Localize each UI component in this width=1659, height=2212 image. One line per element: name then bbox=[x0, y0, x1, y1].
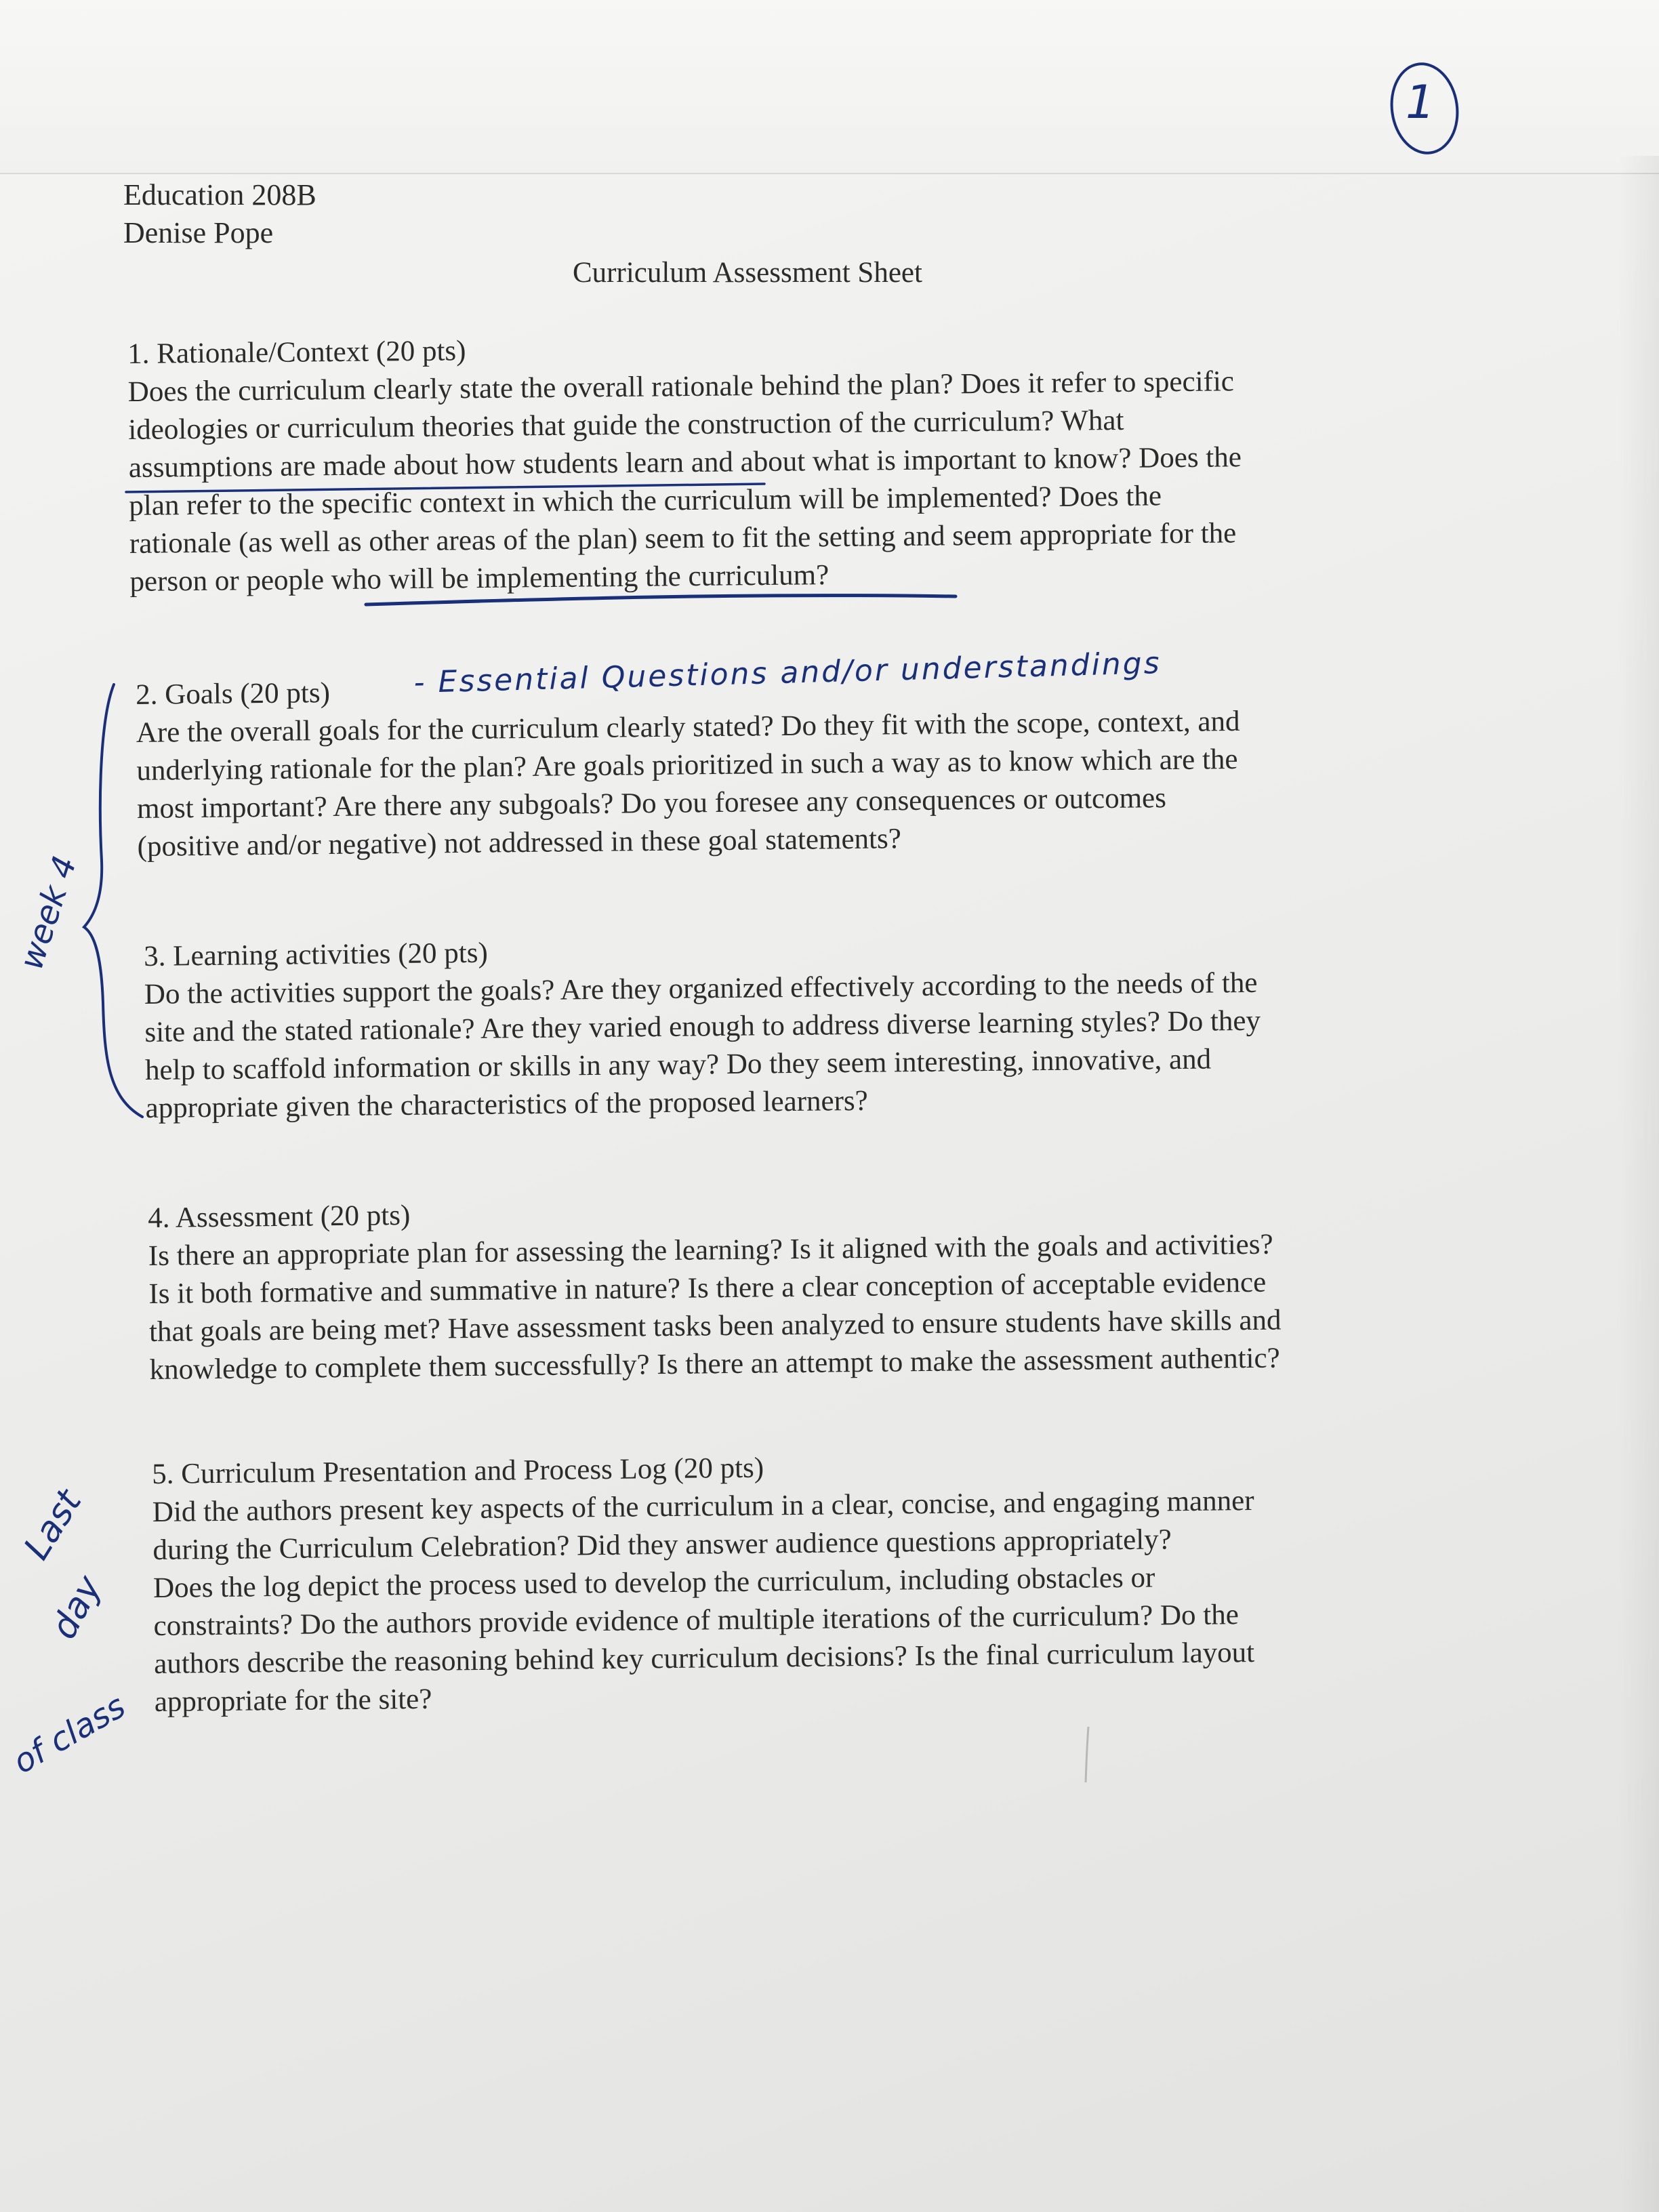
section-line: underlying rationale for the plan? Are goals prioritized in such a way as to know which are the bbox=[136, 743, 1238, 787]
section-heading: 4. Assessment (20 pts) bbox=[148, 1199, 411, 1234]
section-line: knowledge to complete them successfully? Is there an attempt to make the assessment authentic? bbox=[149, 1342, 1280, 1386]
margin-note-line: day bbox=[43, 1569, 110, 1646]
section-line: person or people who will be implementing the curriculum? bbox=[129, 559, 830, 598]
section-line: most important? Are there any subgoals? Do you foresee any consequences or outcomes bbox=[136, 782, 1167, 825]
section-line: Does the curriculum clearly state the overall rationale behind the plan? Does it refer to specific bbox=[127, 365, 1235, 408]
section-line: Do the activities support the goals? Are they organized effectively according to the needs of the bbox=[144, 966, 1258, 1010]
section-heading: 1. Rationale/Context (20 pts) bbox=[127, 335, 466, 370]
section-learning-activities bbox=[144, 926, 1261, 1128]
section-line: appropriate for the site? bbox=[154, 1683, 432, 1718]
section-line: rationale (as well as other areas of the plan) seem to fit the setting and seem appropriate for the bbox=[129, 517, 1237, 560]
course-name: Education 208B bbox=[123, 178, 316, 211]
section-line: site and the stated rationale? Are they varied enough to address diverse learning styles? Do they bbox=[144, 1004, 1261, 1048]
section-line: Does the log depict the process used to develop the curriculum, including obstacles or bbox=[152, 1561, 1155, 1604]
page-number-handwritten: 1 bbox=[1406, 76, 1435, 129]
instructor-name: Denise Pope bbox=[123, 216, 274, 249]
section-line: (positive and/or negative) not addressed in these goal statements? bbox=[137, 823, 902, 863]
goals-handwritten-note: - Essential Questions and/or understandings bbox=[413, 646, 1162, 700]
section-line: constraints? Do the authors provide evidence of multiple iterations of the curriculum? Do the bbox=[153, 1599, 1240, 1642]
section-line: authors describe the reasoning behind key curriculum decisions? Is the final curriculum layout bbox=[153, 1636, 1255, 1680]
section-line: that goals are being met? Have assessment tasks been analyzed to ensure students have skills and bbox=[148, 1304, 1282, 1348]
margin-note-line: of class bbox=[7, 1687, 132, 1782]
section-line: during the Curriculum Celebration? Did they answer audience questions appropriately? bbox=[152, 1523, 1172, 1566]
section-rationale bbox=[127, 325, 1243, 601]
section-line: Is there an appropriate plan for assessing the learning? Is it aligned with the goals and activities? bbox=[148, 1228, 1273, 1272]
section-line: help to scaffold information or skills in any way? Do they seem interesting, innovative, and bbox=[144, 1043, 1212, 1086]
section-line: assumptions are made about how students learn and about what is important to know? Does the bbox=[128, 441, 1242, 484]
section-heading: 2. Goals (20 pts) bbox=[136, 676, 331, 711]
section-line: ideologies or curriculum theories that guide the construction of the curriculum? What bbox=[128, 404, 1124, 446]
section-line: Did the authors present key aspects of the curriculum in a clear, concise, and engaging manner bbox=[152, 1484, 1254, 1528]
margin-note-last-day bbox=[3, 1483, 132, 1782]
section-assessment bbox=[148, 1188, 1282, 1389]
margin-note-line: Last bbox=[16, 1483, 90, 1567]
page-title: Curriculum Assessment Sheet bbox=[573, 257, 922, 289]
page-shadow bbox=[1618, 156, 1659, 2212]
section-heading: 5. Curriculum Presentation and Process Log (20 pts) bbox=[152, 1452, 764, 1490]
section-goals bbox=[136, 665, 1241, 866]
section-line: appropriate given the characteristics of the proposed learners? bbox=[145, 1084, 868, 1124]
margin-note-week: week 4 bbox=[12, 851, 85, 975]
section-presentation-log bbox=[152, 1444, 1256, 1721]
section-line: plan refer to the specific context in which the curriculum will be implemented? Does the bbox=[129, 480, 1162, 522]
section-line: Is it both formative and summative in nature? Is there a clear conception of acceptable evidence bbox=[148, 1266, 1267, 1310]
section-line: Are the overall goals for the curriculum clearly stated? Do they fit with the scope, context, and bbox=[136, 705, 1240, 749]
section-heading: 3. Learning activities (20 pts) bbox=[144, 937, 489, 972]
